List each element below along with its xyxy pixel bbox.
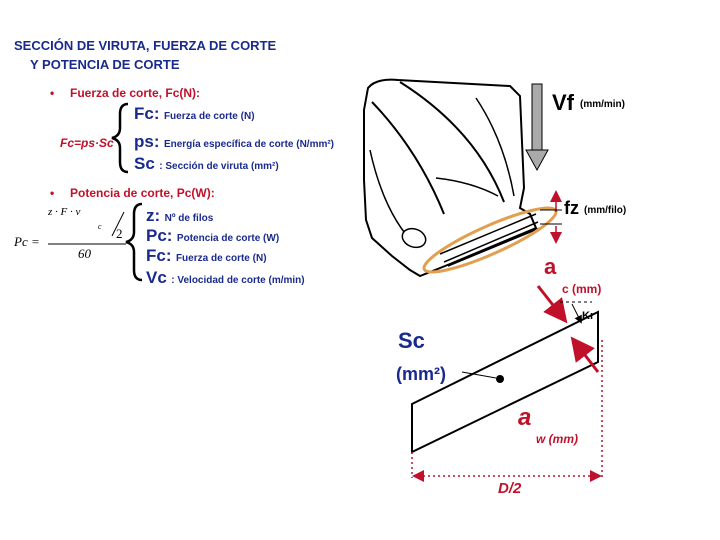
w-label: w (mm) (536, 432, 578, 446)
bullet-2: • (50, 186, 55, 200)
symbol-z: z: (146, 206, 161, 225)
symbol-vc: Vc (146, 268, 167, 287)
power-formula-lhs: Pc = (14, 234, 40, 249)
desc-vc: : Velocidad de corte (m/min) (171, 275, 305, 286)
desc-sc: : Sección de viruta (mm²) (159, 161, 279, 172)
sc-symbol: Sc (398, 328, 425, 353)
symbol-ps: ps: (134, 132, 160, 151)
a-lower-label: a (518, 404, 532, 431)
desc-pc: Potencia de corte (W) (176, 233, 280, 244)
power-formula-tail: 2 (116, 226, 123, 241)
formula-slash (112, 212, 124, 236)
fz-unit: (mm/filo) (584, 205, 627, 216)
kr-label: Kr (582, 310, 595, 322)
power-formula-denominator: 60 (78, 246, 91, 261)
symbol-fc: Fc: (134, 104, 160, 123)
sc-unit: (mm²) (396, 364, 446, 384)
vf-symbol: Vf (552, 90, 574, 115)
power-formula-sub: c (98, 222, 102, 231)
desc-fc: Fuerza de corte (N) (163, 111, 255, 122)
brace-2 (126, 204, 142, 280)
brace-1 (112, 104, 128, 172)
vf-unit: (mm/min) (580, 99, 625, 110)
c-label: c (mm) (562, 282, 602, 296)
power-formula-numerator: z · F · v (48, 206, 81, 218)
title-line-2: Y POTENCIA DE CORTE (30, 57, 180, 72)
section2-heading: Potencia de corte, Pc(W): (70, 186, 215, 200)
symbol-fc2: Fc: (146, 246, 172, 265)
bullet-1: • (50, 86, 55, 100)
symbol-sc: Sc (134, 154, 155, 173)
vf-arrow-head (526, 150, 548, 170)
vf-arrow-shaft (532, 84, 542, 150)
sc-point (496, 375, 504, 383)
desc-z: Nº de filos (164, 213, 214, 224)
desc-fc2: Fuerza de corte (N) (175, 253, 267, 264)
title-line-1: SECCIÓN DE VIRUTA, FUERZA DE CORTE (14, 38, 277, 53)
kr-arrow (572, 304, 580, 320)
section1-heading: Fuerza de corte, Fc(N): (70, 86, 201, 100)
desc-ps: Energía específica de corte (N/mm²) (163, 139, 335, 150)
force-formula: Fc=ps·Sc (60, 136, 114, 150)
d2-label: D/2 (498, 480, 522, 497)
fz-symbol: fz (564, 198, 579, 218)
c-arrow-upper (538, 286, 560, 314)
a-upper-label: a (544, 254, 557, 279)
symbol-pc: Pc: (146, 226, 173, 245)
